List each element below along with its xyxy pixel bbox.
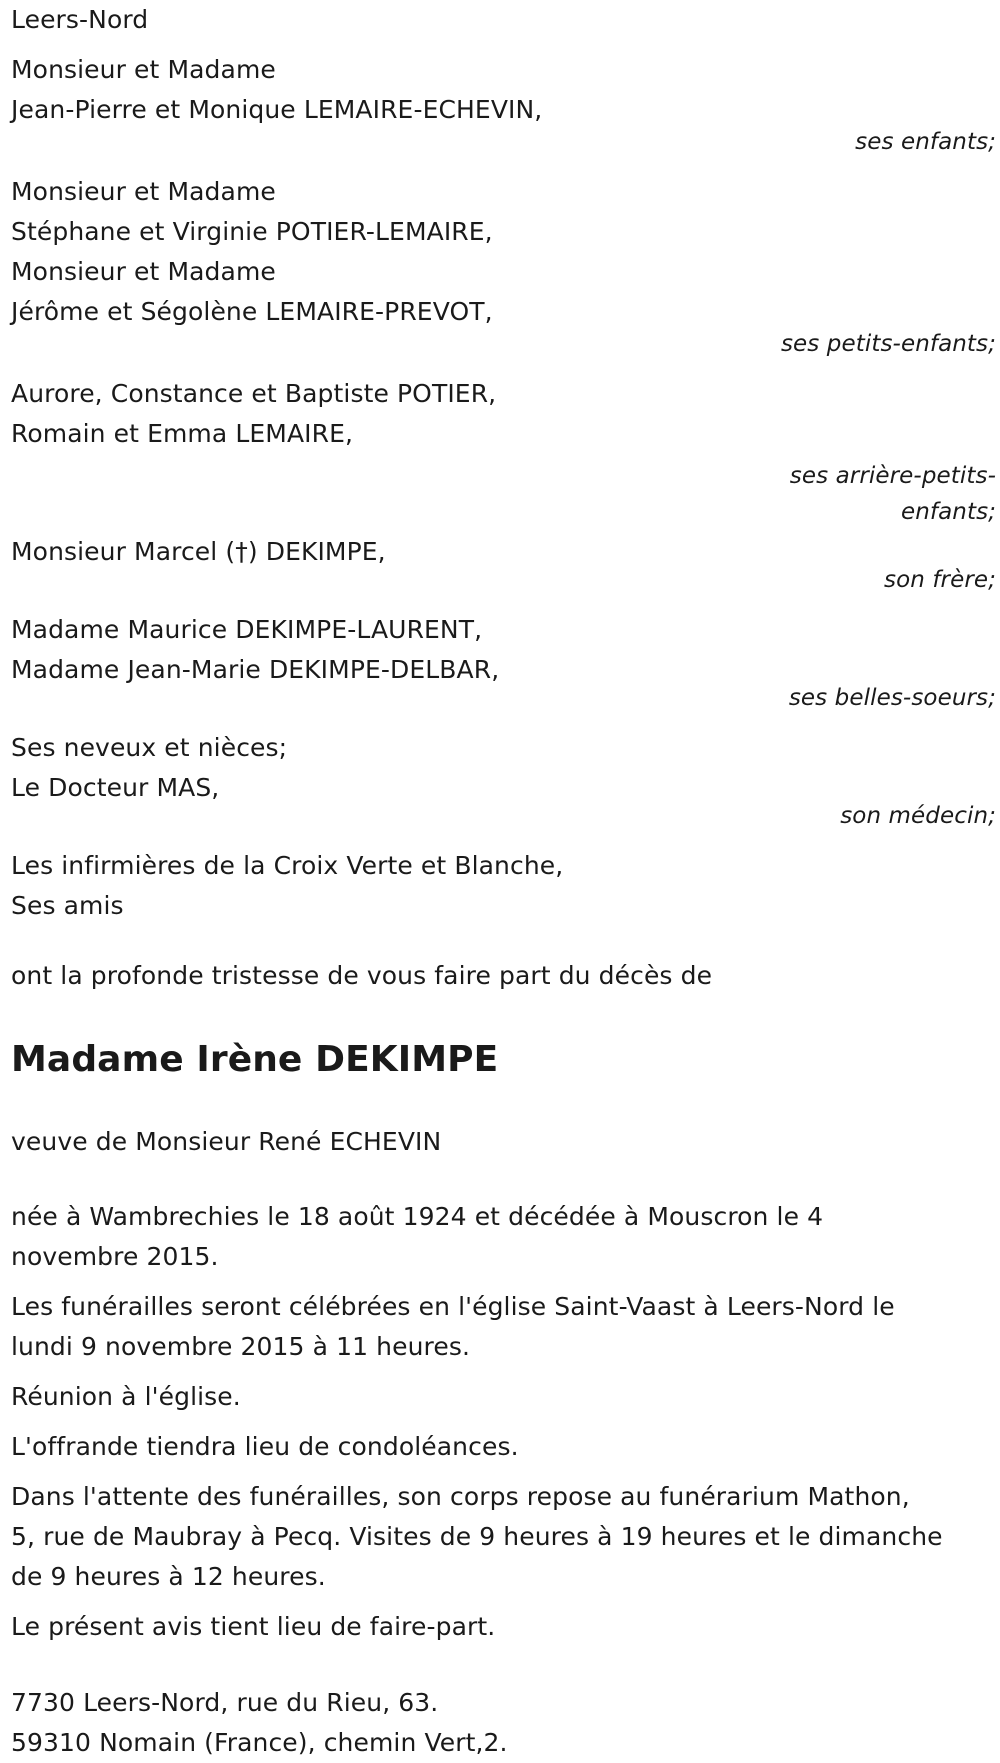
family-line: Monsieur et Madame [11,55,276,84]
relation-label: ses petits-enfants; [780,331,996,357]
paragraph-line: Les funérailles seront célébrées en l'église Saint-Vaast à Leers-Nord le [11,1292,895,1321]
paragraph-line: L'offrande tiendra lieu de condoléances. [11,1432,519,1461]
family-line: Aurore, Constance et Baptiste POTIER, [11,379,497,408]
family-line: Ses neveux et nièces; [11,733,288,762]
family-line: Jérôme et Ségolène LEMAIRE-PREVOT, [11,297,493,326]
paragraph-line: lundi 9 novembre 2015 à 11 heures. [11,1332,470,1361]
brother-group [11,532,996,600]
others-group [11,728,996,836]
birth-death-paragraph [11,1197,989,1277]
family-line: Le Docteur MAS, [11,773,220,802]
funerarium-paragraph [11,1477,989,1597]
family-line: Ses amis [11,891,124,920]
paragraph-line: 5, rue de Maubray à Pecq. Visites de 9 heures à 19 heures et le dimanche [11,1522,943,1551]
family-line: Madame Maurice DEKIMPE-LAURENT, [11,615,483,644]
widow-of-text: veuve de Monsieur René ECHEVIN [11,1127,442,1156]
relation-label: ses arrière-petits- [789,463,996,489]
great-grandchildren-group [11,374,996,532]
addresses-block [11,1683,989,1763]
paragraph-line: Réunion à l'église. [11,1382,241,1411]
relation-label: ses belles-soeurs; [788,685,996,711]
family-line: Stéphane et Virginie POTIER-LEMAIRE, [11,217,493,246]
deceased-name: Madame Irène DEKIMPE [11,1039,499,1080]
grandchildren-group [11,172,996,364]
announcement-text: ont la profonde tristesse de vous faire part du décès de [11,961,713,990]
family-line: Monsieur Marcel (†) DEKIMPE, [11,537,386,566]
notice-paragraph [11,1607,989,1647]
location-header: Leers-Nord [11,5,149,34]
family-line: Madame Jean-Marie DEKIMPE-DELBAR, [11,655,500,684]
paragraph-line: Dans l'attente des funérailles, son corps repose au funérarium Mathon, [11,1482,910,1511]
meeting-paragraph [11,1377,989,1417]
family-line: Monsieur et Madame [11,257,276,286]
paragraph-line: de 9 heures à 12 heures. [11,1562,326,1591]
relation-label: enfants; [900,499,996,525]
children-group [11,50,996,162]
funeral-paragraph [11,1287,989,1367]
offering-paragraph [11,1427,989,1467]
address-line: 7730 Leers-Nord, rue du Rieu, 63. [11,1688,439,1717]
address-line: 59310 Nomain (France), chemin Vert,2. [11,1728,508,1757]
friends-group [11,846,989,926]
paragraph-line: novembre 2015. [11,1242,219,1271]
family-line: Monsieur et Madame [11,177,276,206]
relation-label: son frère; [883,567,996,593]
sisters-in-law-group [11,610,996,718]
relation-label: son médecin; [840,803,996,829]
paragraph-line: Le présent avis tient lieu de faire-part. [11,1612,496,1641]
paragraph-line: née à Wambrechies le 18 août 1924 et décédée à Mouscron le 4 [11,1202,824,1231]
relation-label: ses enfants; [855,129,996,155]
family-line: Romain et Emma LEMAIRE, [11,419,354,448]
family-line: Les infirmières de la Croix Verte et Blanche, [11,851,564,880]
family-line: Jean-Pierre et Monique LEMAIRE-ECHEVIN, [11,95,543,124]
